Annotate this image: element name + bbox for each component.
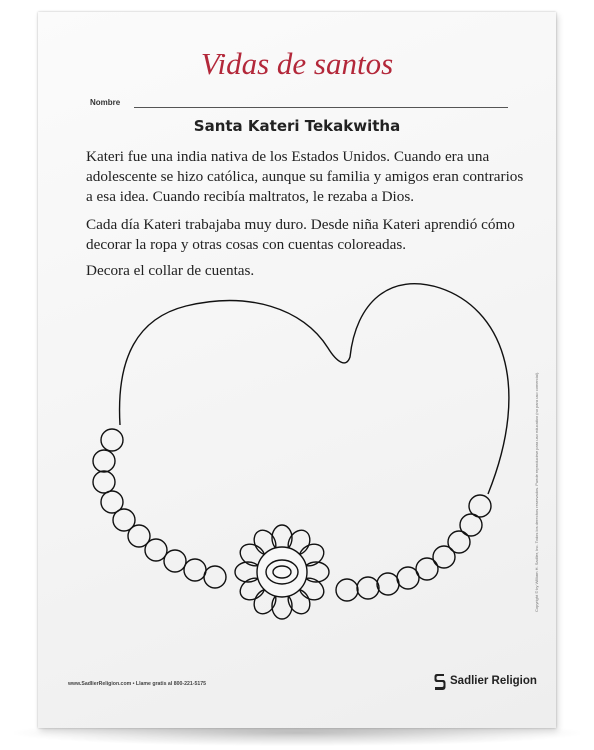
copyright-credit: Copyright © by William H. Sadlier, Inc. Todos los derechos reservados. Puede reproducirse para uso educativo (no para uso comercial). — [534, 371, 539, 612]
necklace-string — [120, 284, 509, 494]
bead — [184, 559, 206, 581]
worksheet-title: Santa Kateri Tekakwitha — [193, 117, 401, 135]
bead — [460, 514, 482, 536]
bead — [93, 471, 115, 493]
footer-contact: www.SadlierReligion.com • Llame gratis al 800-221-5175 — [68, 681, 206, 687]
worksheet-page — [38, 12, 556, 728]
bead — [204, 566, 226, 588]
bead-necklace-illustration — [38, 12, 556, 728]
name-label: Nombre — [90, 98, 121, 107]
bead — [377, 573, 399, 595]
bead — [397, 567, 419, 589]
bead — [357, 577, 379, 599]
bead — [433, 546, 455, 568]
header-title: Vidas de santos — [200, 46, 394, 81]
brand-name: Sadlier Religion — [450, 675, 537, 687]
bead — [164, 550, 186, 572]
sadlier-logo-icon — [434, 673, 446, 691]
flower-pendant-icon — [235, 525, 329, 619]
paragraph-work: Cada día Kateri trabajaba muy duro. Desde niña Kateri aprendió cómo decorar la ropa y otras cosas con cuentas coloreadas. — [86, 216, 515, 253]
paragraph-intro: Kateri fue una india nativa de los Estados Unidos. Cuando era una adolescente se hizo católica, aunque su familia y amigos eran contrarios a esa idea. Cuando recibía maltratos, le rezaba a Dios. — [86, 148, 524, 205]
bead — [145, 539, 167, 561]
paragraph-instruction: Decora el collar de cuentas. — [86, 262, 255, 279]
bead — [93, 450, 115, 472]
bead — [336, 579, 358, 601]
bead — [101, 429, 123, 451]
